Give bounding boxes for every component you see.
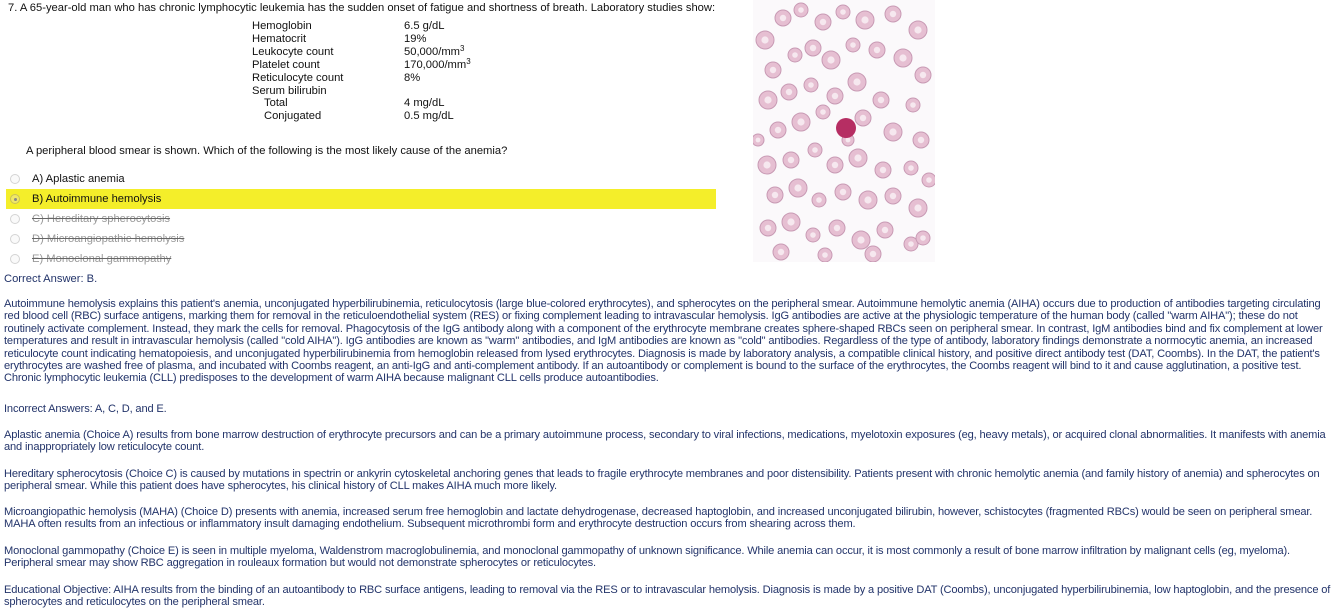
red-blood-cell-pallor: [908, 165, 914, 171]
lab-row: [252, 72, 471, 85]
red-blood-cell-pallor: [853, 78, 860, 85]
explanation-choice-e: Monoclonal gammopathy (Choice E) is seen in multiple myeloma, Waldenstrom macroglobulinemia, and monoclonal gammopathy of unknown significance. While anemia can occur, it is most commonly a result of bone marrow infiltration by malignant cells (eg, myeloma). Peripheral smear may show RBC aggregation in rouleaux formation but would not demonstrate spherocytes or reticulocytes.: [4, 545, 1290, 570]
lymphocyte: [836, 118, 856, 138]
lab-value: 6.5 g/dL: [404, 20, 445, 32]
explanation-paragraph-main: Autoimmune hemolysis explains this patient's anemia, unconjugated hyperbilirubinemia, reticulocytosis (large blue-colored erythrocytes), and spherocytes on the peripheral smear. Autoimmune hemolytic anemia (AIHA) occurs due to production of antibodies targeting circulating red blood cell (RBC) surface antigens, marking them for removal in the reticuloendothelial system (RES) or fixing complement leading to intravascular hemolysis. IgG antibodies are active at the physiologic temperature of the human body (called "warm AIHA"); these do not routinely activate complement. Instead, they mark the cells for removal. Phagocytosis of the IgG antibody along with a component of the erythrocyte membrane creates sphere-shaped RBCs seen on peripheral smear. In contrast, IgM antibodies bind and fix complement at lower temperatures and result in intravascular hemolysis (called "cold AIHA"). IgG antibodies are known as "warm" antibodies, and IgM antibodies are known as "cold" antibodies. Regardless of the type of antibody, laboratory findings demonstrate a normocytic anemia, an increased reticulocyte count indicating hematopoiesis, and unconjugated hyperbilirubinemia from hemoglobin released from lysed erythrocytes. Diagnosis is made by laboratory analysis, a compatible clinical history, and positive direct antibody test (DAT, Coombs). In the DAT, the patient's erythrocytes are washed free of plasma, and incubated with Coombs reagent, an anti-IgG and anti-complement antibody. If an autoantibody or complement is bound to the surface of the erythrocytes, the Coombs reagent will bind to it and cause agglutination, a positive test. Chronic lymphocytic leukemia (CLL) predisposes to the development of warm AIHA because malignant CLL cells produce autoantibodies.: [4, 298, 1323, 385]
red-blood-cell-pallor: [874, 47, 880, 53]
answer-choice-d[interactable]: [6, 229, 716, 249]
red-blood-cell-pallor: [840, 9, 846, 15]
red-blood-cell-pallor: [770, 67, 776, 73]
lab-value-exponent: 3: [459, 43, 465, 53]
red-blood-cell-pallor: [772, 192, 778, 198]
red-blood-cell-pallor: [816, 197, 822, 203]
lab-name: Platelet count: [252, 58, 320, 71]
red-blood-cell-pallor: [864, 196, 871, 203]
red-blood-cell-pallor: [878, 97, 884, 103]
answer-choices: [6, 169, 716, 269]
red-blood-cell-pallor: [860, 115, 866, 121]
blood-smear-icon: [753, 0, 935, 262]
red-blood-cell-pallor: [890, 193, 896, 199]
lab-value-text: 170,000/mm: [404, 58, 467, 71]
red-blood-cell-pallor: [756, 138, 761, 143]
lab-name: Conjugated: [264, 110, 322, 123]
lab-name: Serum bilirubin: [252, 84, 327, 97]
radio-button-icon[interactable]: [10, 194, 20, 204]
red-blood-cell-pallor: [846, 138, 851, 143]
lab-name: Hematocrit: [252, 32, 307, 45]
red-blood-cell-pallor: [910, 102, 916, 108]
red-blood-cell-pallor: [810, 45, 816, 51]
red-blood-cell-pallor: [854, 154, 861, 161]
red-blood-cell-pallor: [786, 89, 792, 95]
red-blood-cell-pallor: [889, 128, 896, 135]
red-blood-cell-pallor: [778, 249, 784, 255]
lab-row: [252, 110, 471, 123]
radio-button-icon[interactable]: [10, 174, 20, 184]
red-blood-cell-pallor: [827, 56, 834, 63]
lab-value-text: 50,000/mm: [404, 45, 460, 58]
explanation-choice-d: Microangiopathic hemolysis (MAHA) (Choice D) presents with anemia, increased serum free hemoglobin and lactate dehydrogenase, decreased haptoglobin, and increased unconjugated bilirubin, however, schistocytes (fragmented RBCs) would be seen on peripheral smear. MAHA often results from an infectious or inflammatory insult damaging endothelium. Subsequent microthrombi form and erythrocyte destruction occurs from shearing across them.: [4, 506, 1313, 531]
answer-choice-a[interactable]: [6, 169, 716, 189]
lab-row: [252, 33, 471, 46]
explanation-choice-a: Aplastic anemia (Choice A) results from bone marrow destruction of erythrocyte precursors and can be a primary autoimmune process, secondary to viral infections, medications, myelotoxin exposures (eg, heavy metals), or acquired clonal abnormalities. It manifests with anemia and inappropriately low reticulocyte count.: [4, 429, 1326, 454]
lab-value-exponent: 3: [466, 56, 471, 66]
lab-row: [252, 97, 471, 110]
red-blood-cell-pallor: [840, 189, 846, 195]
red-blood-cell-pallor: [788, 157, 794, 163]
lab-table: [252, 20, 471, 123]
red-blood-cell-pallor: [775, 127, 781, 133]
red-blood-cell-pallor: [820, 109, 826, 115]
red-blood-cell-pallor: [832, 162, 838, 168]
red-blood-cell-pallor: [882, 227, 888, 233]
educational-objective: Educational Objective: AIHA results from the binding of an autoantibody to RBC surface antigens, leading to removal via the RES or to intravascular hemolysis. Diagnosis is made by a positive DAT (Coombs), unconjugated hyperbilirubinemia, low haptoglobin, and the presence of spherocytes and reticulocytes on the peripheral smear.: [4, 584, 1331, 609]
choice-label[interactable]: A) Aplastic anemia: [32, 173, 125, 185]
choice-label[interactable]: B) Autoimmune hemolysis: [32, 193, 162, 205]
red-blood-cell-pallor: [761, 36, 768, 43]
lab-value: 4 mg/dL: [404, 97, 445, 110]
answer-choice-c[interactable]: [6, 209, 716, 229]
lab-name: Total: [264, 97, 288, 110]
red-blood-cell-pallor: [792, 52, 798, 58]
red-blood-cell-pallor: [918, 137, 924, 143]
red-blood-cell-pallor: [850, 42, 856, 48]
red-blood-cell-pallor: [899, 54, 906, 61]
lab-name: Hemoglobin: [252, 20, 312, 32]
red-blood-cell-pallor: [794, 184, 801, 191]
red-blood-cell-pallor: [926, 177, 932, 183]
lab-row: [252, 43, 471, 59]
lab-row: [252, 20, 471, 33]
lab-value: 19%: [404, 32, 427, 45]
red-blood-cell-pallor: [798, 7, 804, 13]
red-blood-cell-pallor: [787, 218, 794, 225]
red-blood-cell-pallor: [920, 72, 926, 78]
answer-choice-e[interactable]: [6, 249, 716, 269]
blood-smear-image: [753, 0, 935, 262]
choice-label[interactable]: E) Monoclonal gammopathy: [32, 253, 172, 265]
red-blood-cell-pallor: [857, 236, 864, 243]
choice-label[interactable]: C) Hereditary spherocytosis: [32, 213, 171, 225]
red-blood-cell-pallor: [870, 251, 876, 257]
lab-row: [252, 85, 471, 98]
question-prompt: A peripheral blood smear is shown. Which of the following is the most likely cause of the anemia?: [26, 145, 508, 157]
lab-value: [404, 43, 465, 59]
red-blood-cell-pallor: [820, 19, 826, 25]
red-blood-cell-pallor: [920, 235, 926, 241]
red-blood-cell-pallor: [808, 82, 814, 88]
red-blood-cell-pallor: [765, 225, 771, 231]
choice-label[interactable]: D) Microangiopathic hemolysis: [32, 233, 185, 245]
red-blood-cell-pallor: [914, 26, 921, 33]
lab-row: [252, 56, 471, 72]
red-blood-cell-pallor: [810, 232, 816, 238]
radio-button-icon[interactable]: [10, 214, 20, 224]
red-blood-cell-pallor: [914, 204, 921, 211]
red-blood-cell-pallor: [861, 16, 868, 23]
red-blood-cell-pallor: [834, 225, 840, 231]
red-blood-cell-pallor: [764, 96, 771, 103]
answer-choice-b[interactable]: [6, 189, 716, 209]
red-blood-cell-pallor: [832, 93, 838, 99]
correct-answer: Correct Answer: B.: [4, 273, 98, 285]
radio-button-icon[interactable]: [10, 254, 20, 264]
red-blood-cell-pallor: [880, 167, 886, 173]
red-blood-cell-pallor: [812, 147, 818, 153]
red-blood-cell-pallor: [780, 15, 786, 21]
red-blood-cell-pallor: [890, 11, 896, 17]
lab-value: 8%: [404, 71, 421, 84]
lab-value: 0.5 mg/dL: [404, 110, 454, 123]
red-blood-cell-pallor: [822, 252, 828, 258]
lab-value: [404, 56, 471, 72]
explanation-choice-c: Hereditary spherocytosis (Choice C) is caused by mutations in spectrin or ankyrin cytoskeletal anchoring genes that leads to fragile erythrocyte membranes and poor distensibility. Patients present with chronic hemolytic anemia (and family history of anemia) and spherocytes on peripheral smear. While this patient does have spherocytes, his clinical history of CLL makes AIHA much more likely.: [4, 468, 1320, 493]
lab-name: Leukocyte count: [252, 45, 334, 58]
question-stem: 7. A 65-year-old man who has chronic lymphocytic leukemia has the sudden onset of fatigue and shortness of breath. Laboratory studies show:: [8, 2, 716, 14]
red-blood-cell-pallor: [797, 118, 804, 125]
incorrect-answers-heading: Incorrect Answers: A, C, D, and E.: [4, 403, 167, 415]
radio-button-icon[interactable]: [10, 234, 20, 244]
red-blood-cell-pallor: [908, 241, 914, 247]
lab-name: Reticulocyte count: [252, 71, 344, 84]
red-blood-cell-pallor: [763, 161, 770, 168]
